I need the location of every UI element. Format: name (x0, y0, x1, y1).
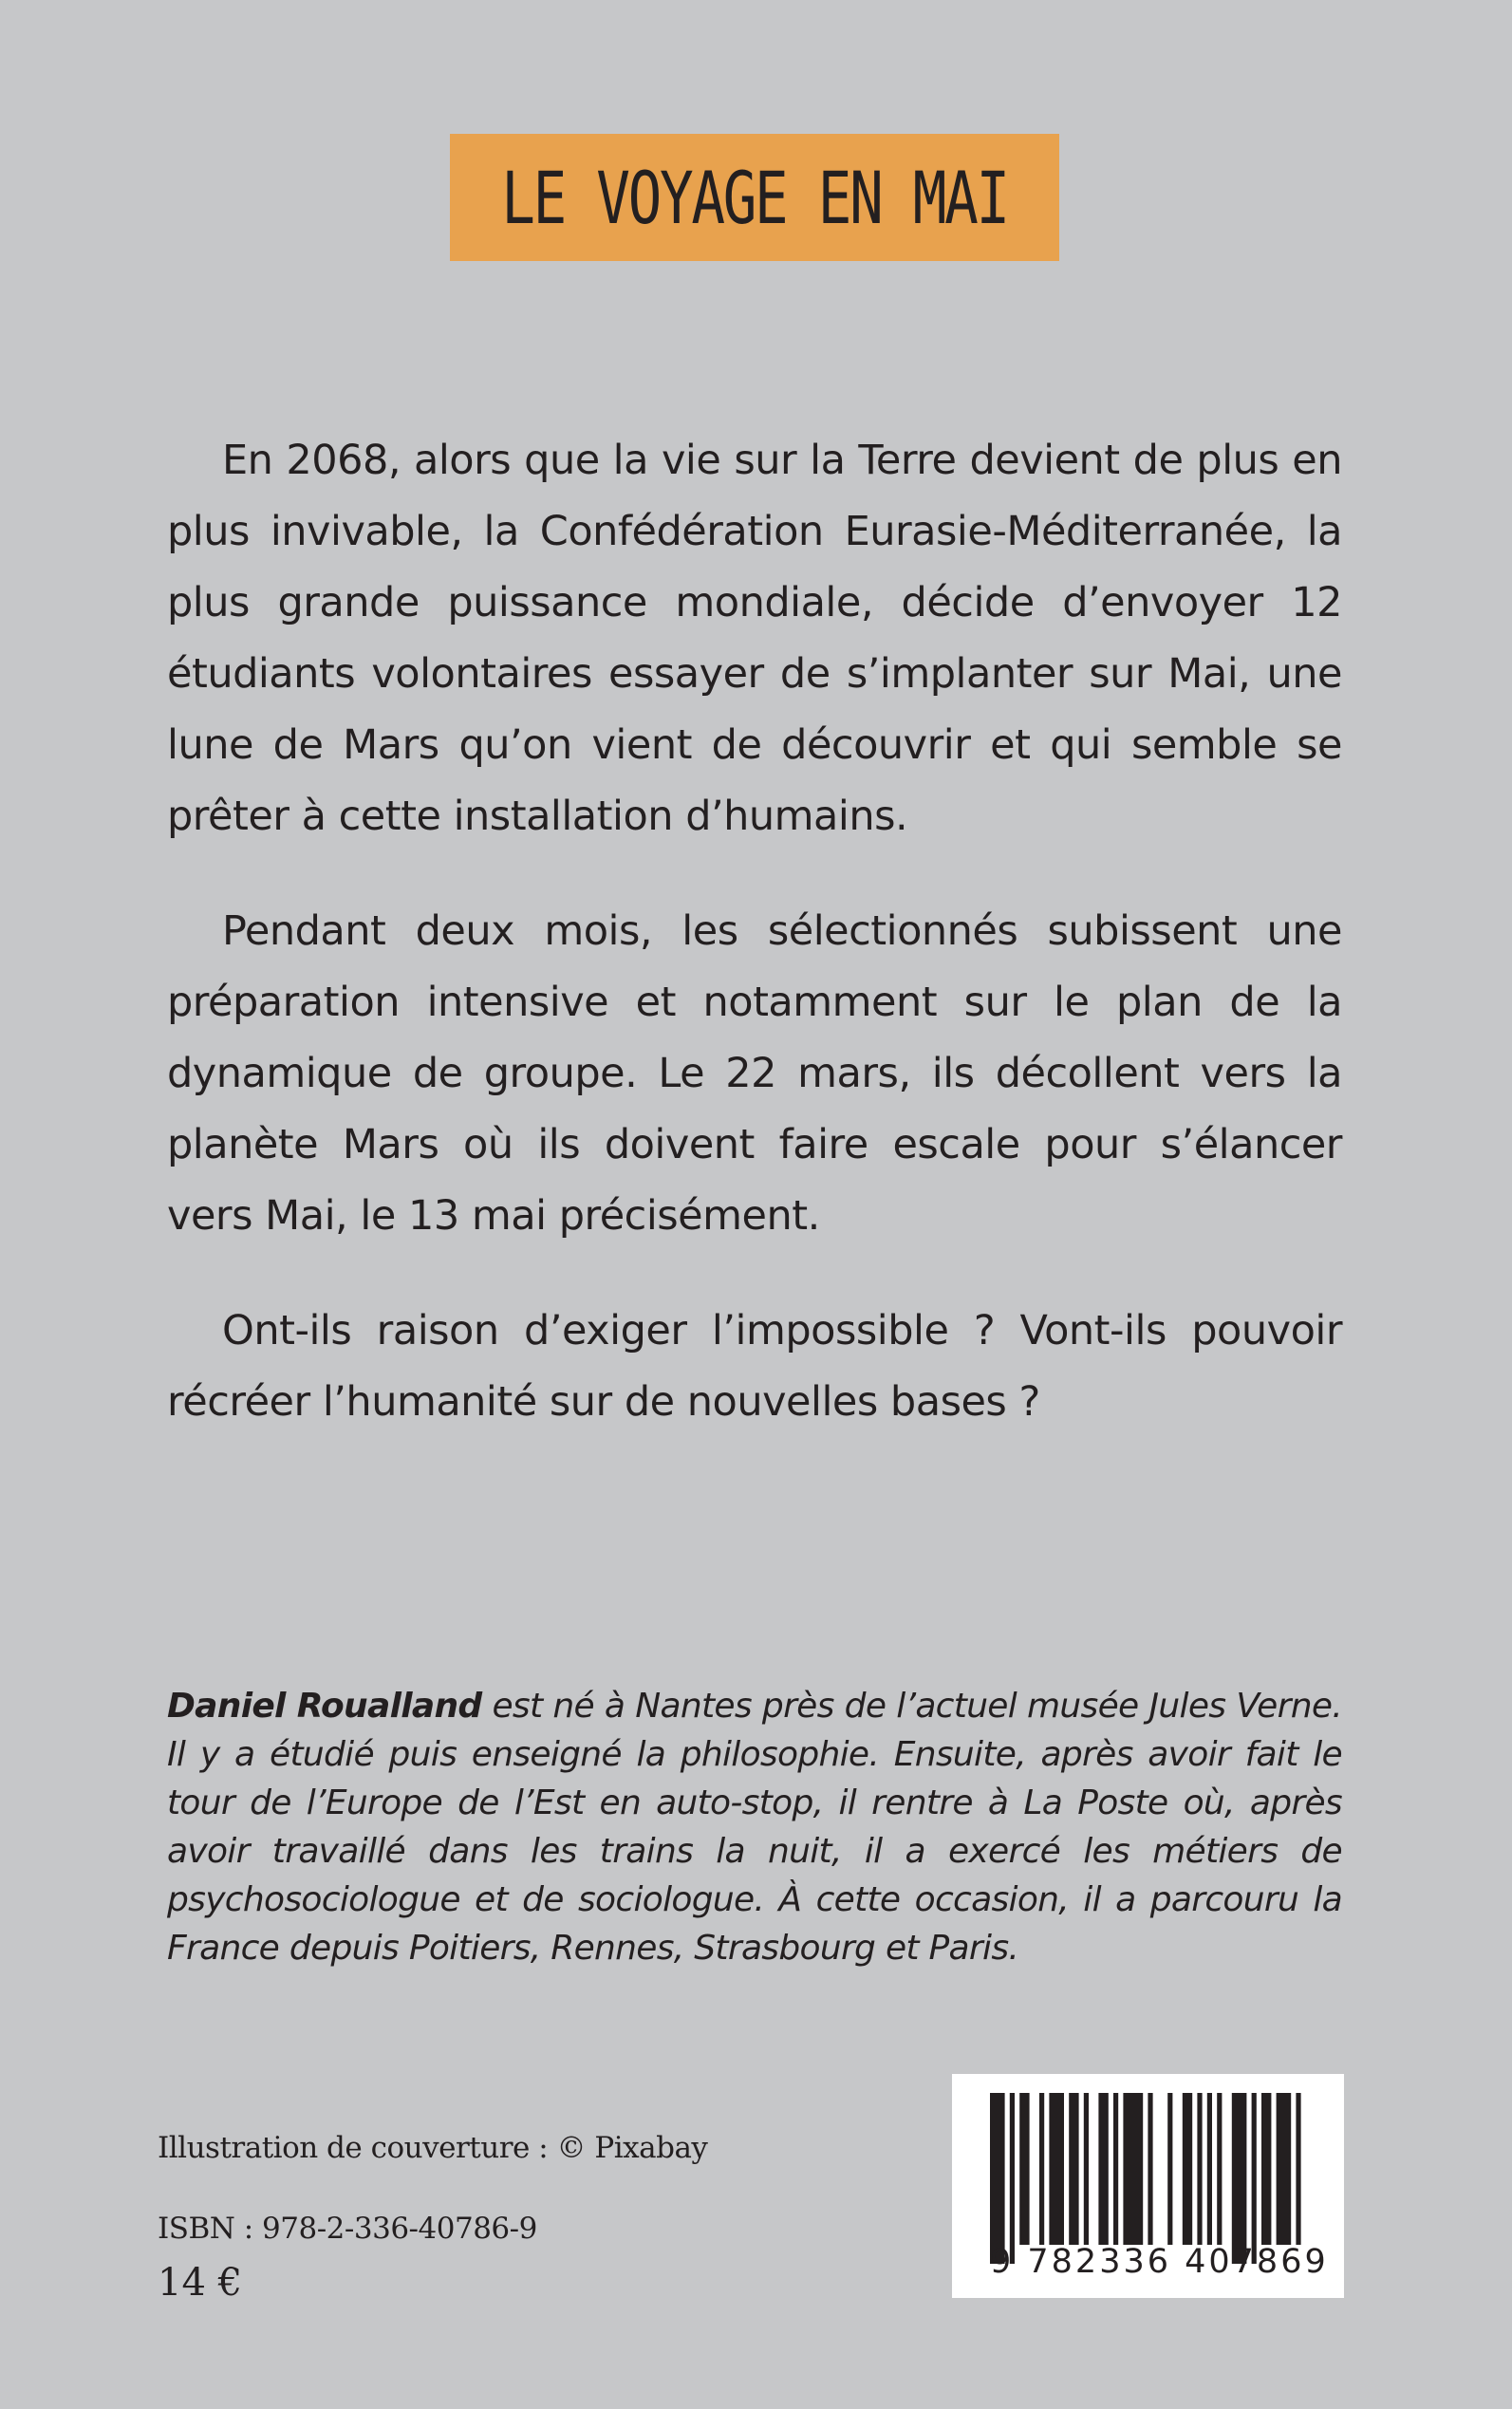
barcode-bar (1197, 2093, 1202, 2245)
barcode-bar (1069, 2093, 1078, 2245)
barcode-bar (1084, 2093, 1089, 2245)
barcode-bar (1277, 2093, 1292, 2245)
barcode-bar (1019, 2093, 1029, 2245)
blurb-paragraph-3: Ont-ils raison d’exiger l’impossible ? Vont-ils pouvoir récréer l’humanité sur de nouvelles bases ? (167, 1307, 1342, 1426)
barcode-bar (1039, 2093, 1044, 2245)
barcode-bar (1148, 2093, 1152, 2245)
barcode (952, 2074, 1344, 2298)
barcode-bar (1207, 2093, 1212, 2245)
barcode-bar (1296, 2093, 1300, 2245)
book-title: LE VOYAGE EN MAI (501, 155, 1008, 240)
barcode-digits: 9 782336 407869 (990, 2243, 1329, 2281)
title-banner (450, 134, 1059, 261)
blurb-paragraph-2: Pendant deux mois, les sélectionnés subissent une préparation intensive et notamment sur le plan de la dynamique de groupe. Le 22 mars, ils décollent vers la planète Mars où ils doivent faire escale pour s’élancer vers Mai, le 13 mai précisément. (167, 907, 1342, 1240)
isbn: ISBN : 978-2-336-40786-9 (158, 2212, 537, 2246)
author-name: Daniel Roualland (167, 1687, 482, 1726)
barcode-bar (1167, 2093, 1172, 2245)
barcode-bar (1010, 2093, 1015, 2264)
barcode-bar (1217, 2093, 1222, 2245)
author-bio (167, 1682, 1342, 1972)
price: 14 € (158, 2261, 243, 2305)
barcode-bar (1113, 2093, 1118, 2245)
cover-credit: Illustration de couverture : © Pixabay (158, 2131, 708, 2165)
barcode-bar (1252, 2093, 1257, 2264)
barcode-bar (1183, 2093, 1192, 2245)
barcode-bar (1049, 2093, 1064, 2245)
barcode-bar (1123, 2093, 1143, 2245)
barcode-bar (1098, 2093, 1108, 2245)
barcode-bar (1261, 2093, 1271, 2245)
author-bio-text: est né à Nantes près de l’actuel musée Jules Verne. Il y a étudié puis enseigné la philosophie. Ensuite, après avoir fait le tour de l’Europe de l’Est en auto-stop, il rentre à La Poste où, après avoir travaillé dans les trains la nuit, il a exercé les métiers de psychosociologue et de sociologue. À cette occasion, il a parcouru la France depuis Poitiers, Rennes, Strasbourg et Paris. (167, 1687, 1343, 1968)
barcode-bar (990, 2093, 1005, 2264)
blurb (167, 425, 1342, 1482)
blurb-paragraph-1: En 2068, alors que la vie sur la Terre devient de plus en plus invivable, la Confédération Eurasie-Méditerranée, la plus grande puissance mondiale, décide d’envoyer 12 étudiants volontaires essayer de s’implanter sur Mai, une lune de Mars qu’on vient de découvrir et qui semble se prêter à cette installation d’humains. (167, 437, 1342, 840)
barcode-bar (1232, 2093, 1247, 2264)
